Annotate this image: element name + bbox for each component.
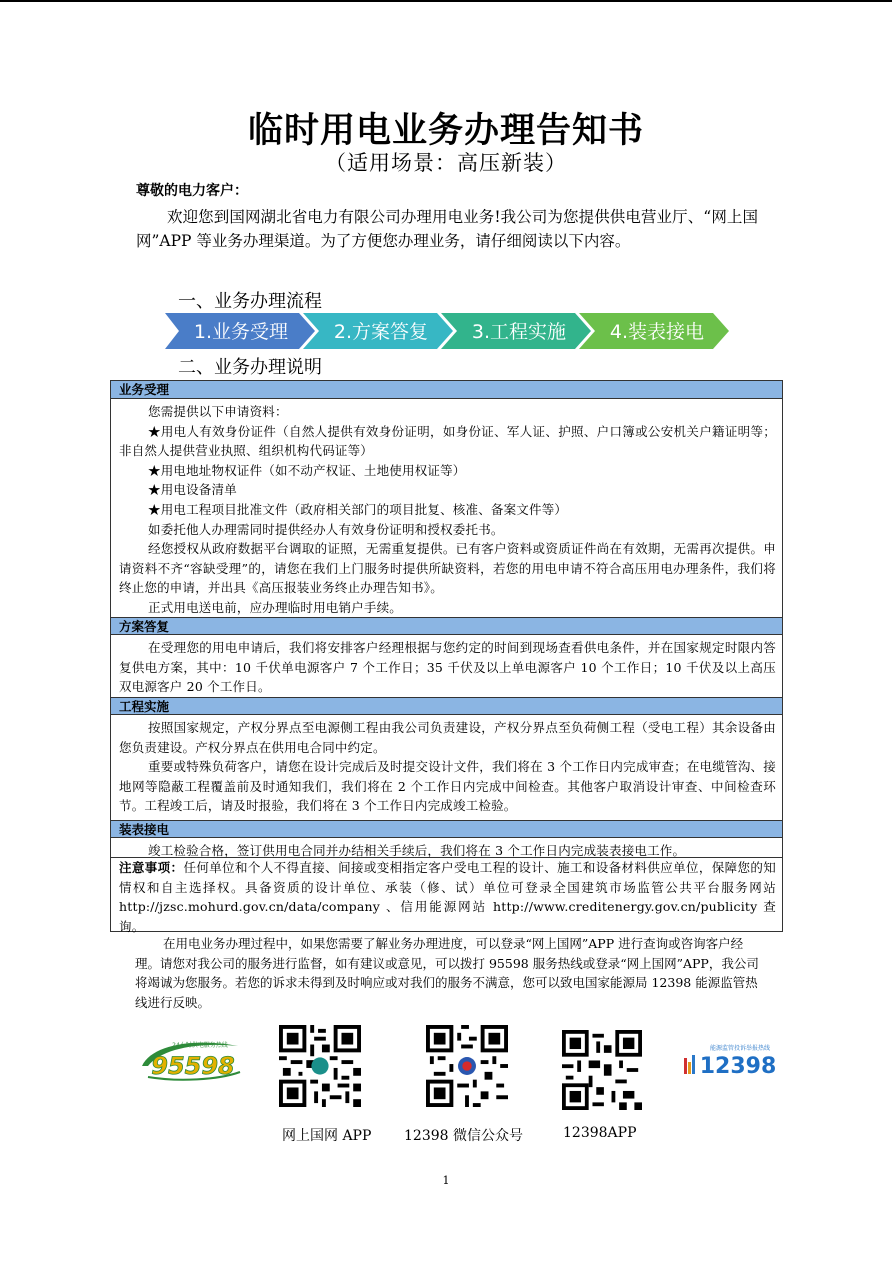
- qr-code-12398-wechat: [426, 1025, 508, 1107]
- page-top-border: [0, 0, 892, 2]
- hotline-number: 95598: [151, 1052, 235, 1080]
- hotline-tag: 24小时供电服务热线: [172, 1042, 228, 1049]
- document-subtitle: （适用场景：高压新装）: [325, 151, 567, 175]
- band-meter-install: 装表接电: [111, 820, 782, 838]
- acceptance-line-2: ★用电人有效身份证件（自然人提供有效身份证明，如身份证、军人证、护照、户口簿或公安机关户籍证明等；非自然人提供营业执照、组织机构代码证等）: [119, 423, 776, 459]
- step-4: [579, 313, 729, 349]
- band-acceptance: 业务受理: [111, 381, 782, 399]
- page-number: 1: [442, 1174, 450, 1187]
- caption-12398-wechat: 12398 微信公众号: [404, 1128, 523, 1144]
- process-steps: [165, 313, 735, 349]
- step-2-label: 2.方案答复: [333, 321, 429, 343]
- construction-line-2: 重要或特殊负荷客户，请您在设计完成后及时提交设计文件，我们将在 3 个工作日内完成审查；在电缆管沟、接地网等隐蔽工程覆盖前及时通知我们，我们将在 2 个工作日内完成中间检查。其他客户取消设计审查、中间检查环节。工程竣工后，请及时报验，我们将在 3 个工作日内完成竣工检验。: [119, 759, 776, 814]
- greeting: 尊敬的电力客户：: [136, 183, 248, 199]
- acceptance-line-6: 如委托他人办理需同时提供经办人有效身份证明和授权委托书。: [148, 521, 504, 537]
- acceptance-line-5: ★用电工程项目批准文件（政府相关部门的项目批复、核准、备案文件等）: [148, 501, 568, 517]
- business-table: [110, 380, 783, 932]
- section-notes-title: 二、业务办理说明: [178, 357, 322, 378]
- qr-code-12398-app: [562, 1030, 642, 1110]
- note-label: 注意事项：: [119, 860, 184, 875]
- 95598-hotline-logo: [138, 1038, 244, 1082]
- footer-text: 在用电业务办理过程中，如果您需要了解业务办理进度，可以登录“网上国网”APP 进行查询或咨询客户经理。请您对我公司的服务进行监督，如有建议或意见，可以拨打 95598 服务热线或登录“网上国网”APP，我公司将竭诚为您服务。若您的诉求未得到及时响应或对我们的服务不满意，您可以致电国家能源局 12398 能源监管热线进行反映。: [135, 936, 759, 1010]
- plan-reply-line-1: 在受理您的用电申请后，我们将安排客户经理根据与您约定的时间到现场查看供电条件，并在国家规定时限内答复供电方案，其中：10 千伏单电源客户 7 个工作日；35 千伏及以上单电源客户 10 个工作日；10 千伏及以上高压双电源客户 20 个工作日。: [119, 640, 776, 695]
- acceptance-line-1: 您需提供以下申请资料：: [148, 404, 288, 419]
- 12398-nea-logo: [682, 1042, 778, 1078]
- step-2: [303, 313, 453, 349]
- step-3-label: 3.工程实施: [471, 321, 567, 343]
- step-4-label: 4.装表接电: [609, 321, 705, 343]
- meter-install-line-1: 竣工检验合格，签订供用电合同并办结相关手续后，我们将在 3 个工作日内完成装表接电工作。: [148, 843, 686, 858]
- note-body: [119, 858, 776, 936]
- band-plan-reply: 方案答复: [111, 617, 782, 635]
- construction-line-1: 按照国家规定，产权分界点至电源侧工程由我公司负责建设，产权分界点至负荷侧工程（受电工程）其余设备由您负责建设。产权分界点在供用电合同中约定。: [119, 720, 776, 755]
- footer-paragraph: [135, 934, 760, 1012]
- intro-paragraph: 欢迎您到国网湖北省电力有限公司办理用电业务!我公司为您提供供电营业厅、“网上国网”APP 等业务办理渠道。为了方便您办理业务，请仔细阅读以下内容。: [136, 208, 758, 250]
- acceptance-body: [119, 402, 776, 618]
- acceptance-line-3: ★用电地址物权证件（如不动产权证、土地使用权证等）: [148, 462, 466, 478]
- acceptance-line-4: ★用电设备清单: [148, 482, 237, 498]
- caption-12398-app: 12398APP: [563, 1125, 637, 1141]
- acceptance-line-8: 正式用电送电前，应办理临时用电销户手续。: [148, 599, 403, 615]
- nea-tag: 能源监管投诉举报热线: [709, 1045, 771, 1052]
- step-3: [441, 313, 591, 349]
- qr-code-state-grid-app: [279, 1025, 361, 1107]
- band-construction: 工程实施: [111, 697, 782, 715]
- note-text: 任何单位和个人不得直接、间接或变相指定客户受电工程的设计、施工和设备材料供应单位，保障您的知情权和自主选择权。具备资质的设计单位、承装（修、试）单位可登录全国建筑市场监管公共平台服务网站 http://jzsc.mohurd.gov.cn/data/company 、信用能源网站 http://www.creditenergy.gov.cn/publicity 查询。: [119, 860, 776, 934]
- acceptance-line-7: 经您授权从政府数据平台调取的证照，无需重复提供。已有客户资料或资质证件尚在有效期，无需再次提供。申请资料不齐“容缺受理”的，请您在我们上门服务时提供所缺资料，若您的用电申请不符合高压用电办理条件，我们将终止您的申请，并出具《高压报装业务终止办理告知书》。: [119, 541, 776, 596]
- plan-reply-body: [119, 638, 776, 697]
- construction-body: [119, 718, 776, 816]
- nea-number: 12398: [699, 1054, 777, 1078]
- caption-state-grid-app: 网上国网 APP: [282, 1128, 372, 1144]
- document-title: 临时用电业务办理告知书: [247, 110, 644, 151]
- section-process-title: 一、业务办理流程: [178, 291, 322, 312]
- step-1-label: 1.业务受理: [193, 321, 289, 343]
- step-1: [165, 313, 315, 349]
